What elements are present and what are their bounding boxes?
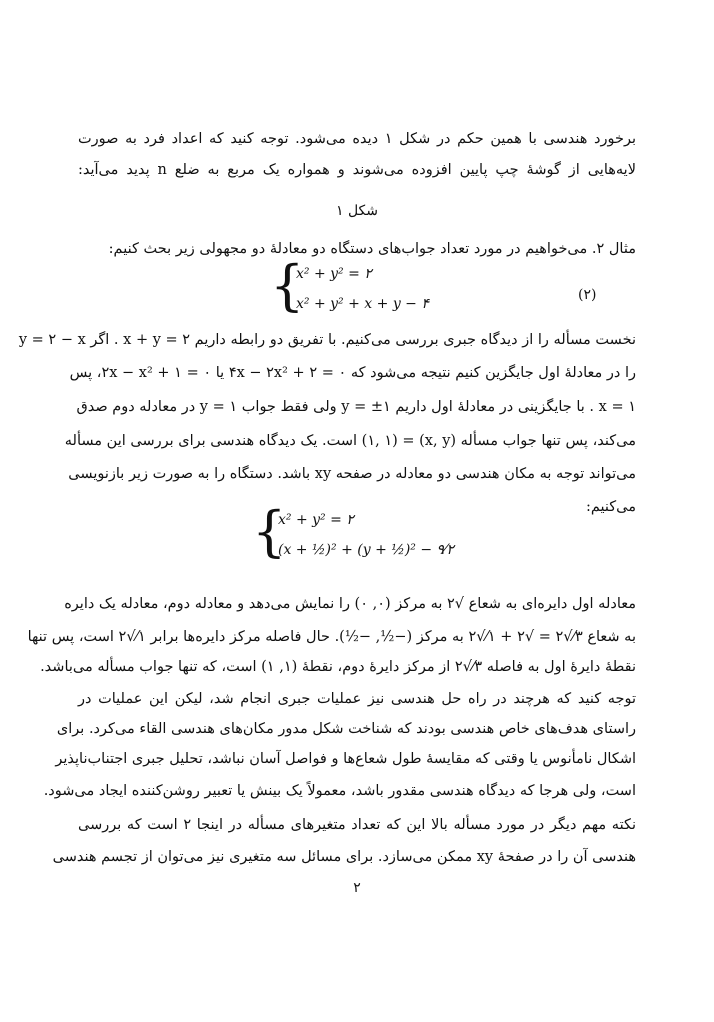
para1-line2: لایه‌هایی از گوشهٔ چپ پایین افزوده می‌شوند و همواره یک مربع به ضلع n پدید می‌آید: [78, 162, 636, 178]
para4-line2: راستای هدف‌های خاص هندسی بودند که شناخت شکل مدور مکان‌های هندسی القاء می‌کرد. برای [56, 721, 636, 737]
equation-system-2 [252, 500, 472, 566]
para2-line3: x = ۱ . با جایگزینی در معادلهٔ اول داریم y = ±۱ ولی فقط جواب y = ۱ در معادله دوم صدق [76, 399, 636, 415]
para2-line6: می‌کنیم: [585, 499, 636, 515]
para4-line3: اشکال نامأنوس یا وقتی که مقایسهٔ طول شعاع‌ها و فواصل آسان نباشد، تحلیل جبری اجتناب‌ناپذیر [55, 751, 636, 767]
para5-line2: هندسی آن را در صفحهٔ xy ممکن می‌سازد. برای مسائل سه متغیری نیز می‌توان از تجسم هندسی [52, 849, 636, 865]
page-number: ۲ [353, 880, 361, 896]
equation-number: (۲) [578, 287, 597, 303]
para4-line4: است، ولی هرجا که دیدگاه هندسی مقدور باشد، معمولاً یک بینش یا تعبیر روشن‌کننده ایجاد می‌شود. [43, 783, 636, 799]
para2-line4: می‌کند، پس تنها جواب مسأله (x, y) = (۱, ۱) است. یک دیدگاه هندسی برای بررسی این مسأله [64, 433, 636, 449]
system1-eq1: x² + y² = ۲ [296, 266, 372, 282]
left-brace: { [252, 500, 287, 563]
figure-caption: شکل ۱ [335, 203, 379, 219]
system2-eq1: x² + y² = ۲ [278, 512, 354, 528]
equation-system-1 [270, 254, 470, 320]
para3-line1: معادله اول دایره‌ای به شعاع √۲ به مرکز (۰, ۰) را نمایش می‌دهد و معادله دوم، معادله یک دایره [64, 596, 636, 612]
system1-eq2: x² + y² + x + y − ۴ [296, 296, 429, 312]
para2-line2: را در معادلهٔ اول جایگزین کنیم نتیجه می‌شود که ۰ = ۲ + ۴x − ۲x² یا ۰ = ۱ + ۲x − x²، پس [69, 365, 636, 381]
para3-line3: نقطهٔ دایرهٔ اول به فاصله ۳⁄√۲ از مرکز دایرهٔ دوم، نقطهٔ (۱, ۱) است، که تنها جواب مسأله می‌باشد. [40, 659, 636, 675]
left-brace: { [270, 254, 305, 317]
para3-line2: به شعاع ۳⁄√۲ = √۲ + ۱⁄√۲ به مرکز (−½, −½). حال فاصله مرکز دایره‌ها برابر ۱⁄√۲ است، پس تنها [27, 629, 636, 645]
para4-line1: توجه کنید که هرچند در راه حل هندسی نیز عملیات جبری انجام شد، لیکن این عملیات در [78, 691, 636, 707]
system2-eq2: (x + ½)² + (y + ½)² − ۹⁄۲ [278, 542, 454, 558]
para2-line5: می‌تواند توجه به مکان هندسی دو معادله در صفحه xy باشد. دستگاه را به صورت زیر بازنویسی [68, 466, 636, 482]
para5-line1: نکته مهم دیگر در مورد مسأله بالا این که تعداد متغیرهای مسأله در اینجا ۲ است که بررسی [78, 817, 636, 833]
para1-line1: برخورد هندسی با همین حکم در شکل ۱ دیده می‌شود. توجه کنید که اعداد فرد به صورت [78, 131, 636, 147]
example2-intro: مثال ۲. می‌خواهیم در مورد تعداد جواب‌های دستگاه دو معادلهٔ دو مجهولی زیر بحث کنیم: [108, 241, 636, 257]
para2-line1: نخست مسأله را از دیدگاه جبری بررسی می‌کنیم. با تفریق دو رابطه داریم x + y = ۲ . اگر y = ۲ − x [18, 332, 636, 348]
